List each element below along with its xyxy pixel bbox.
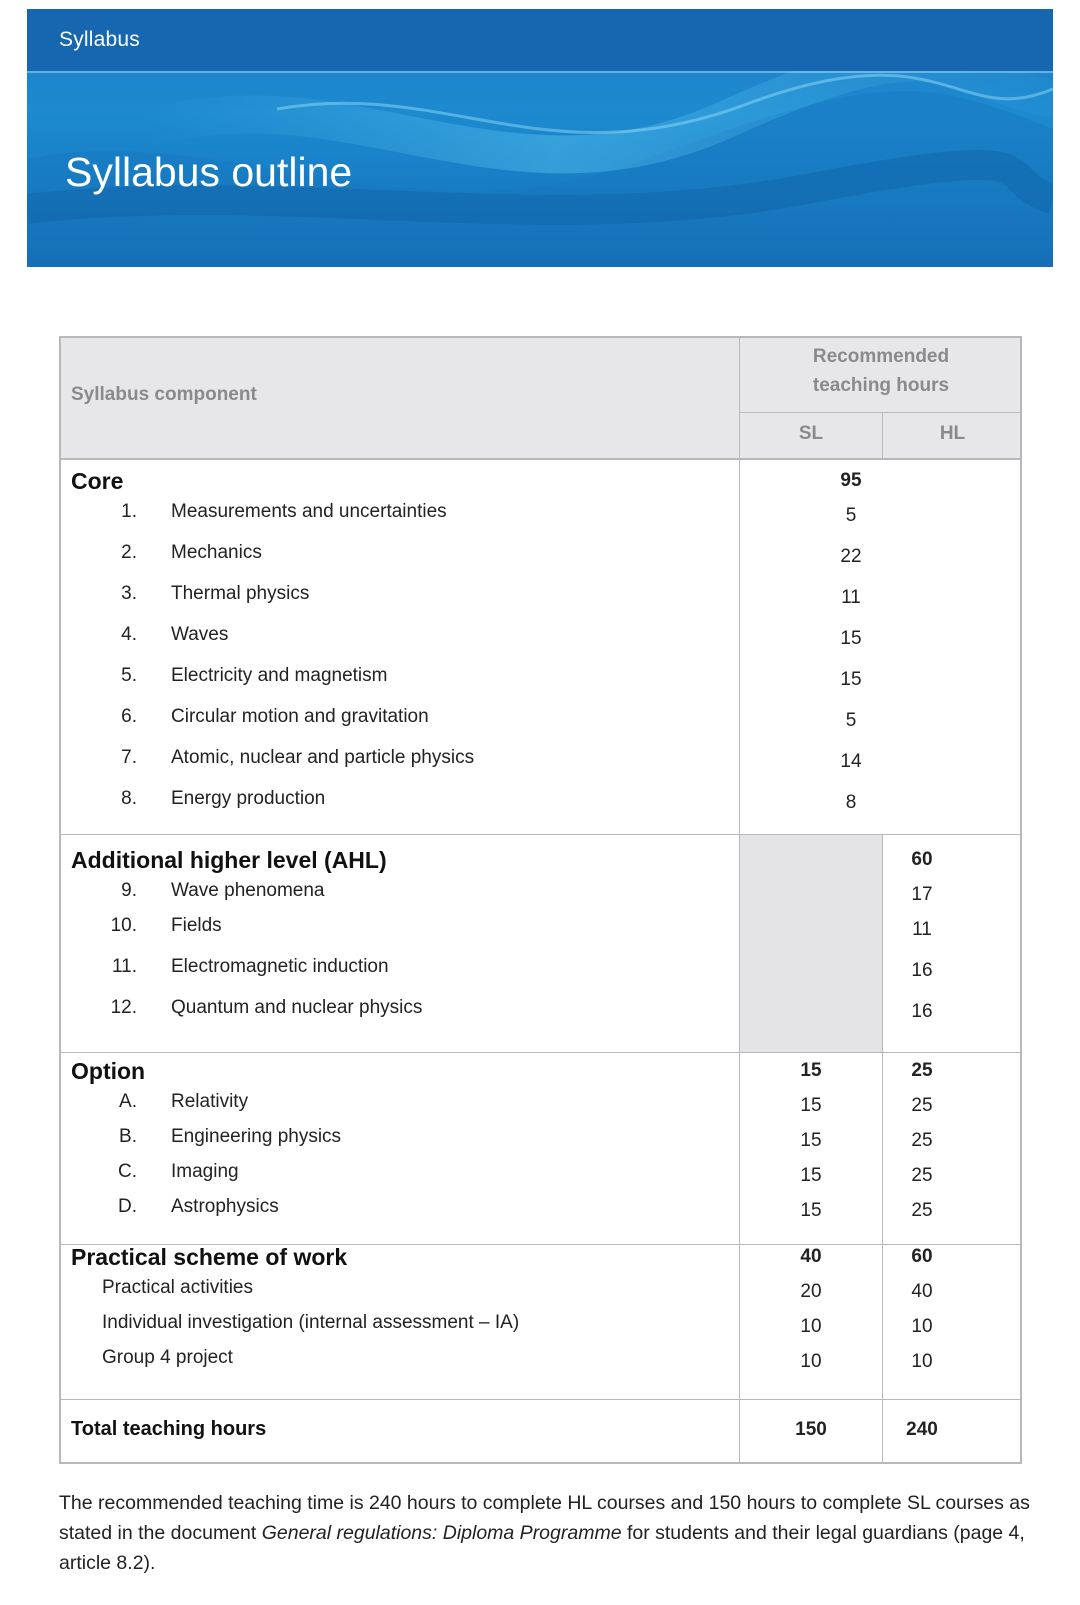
core-item-num: 2.: [121, 542, 137, 563]
core-item-num: 8.: [121, 788, 137, 809]
core-item-num: 7.: [121, 747, 137, 768]
option-item-label: Imaging: [171, 1161, 239, 1182]
option-item-hl: 25: [911, 1130, 933, 1151]
border-top: [59, 336, 1022, 338]
core-item-label: Atomic, nuclear and particle physics: [171, 747, 475, 768]
core-title: Core: [71, 468, 124, 494]
ahl-item-num: 11.: [111, 956, 137, 977]
core-item-hours: 15: [840, 628, 862, 649]
core-item-hours: 5: [845, 710, 857, 731]
practical-title: Practical scheme of work: [71, 1244, 348, 1270]
border-left: [59, 336, 61, 1464]
core-item-label: Circular motion and gravitation: [171, 706, 429, 727]
ahl-item-label: Wave phenomena: [171, 880, 325, 901]
syllabus-table: [59, 336, 1022, 1464]
border-right: [1020, 336, 1022, 1464]
option-title: Option: [71, 1058, 146, 1084]
total-sl: 150: [795, 1419, 827, 1440]
ahl-item-hl: 17: [911, 884, 933, 905]
banner-top-band: [27, 9, 1053, 71]
core-item-num: 5.: [121, 665, 137, 686]
header-recommended: Recommended: [812, 346, 950, 367]
column-separator-sl-hl: [882, 834, 883, 1464]
footnote: [59, 1488, 1039, 1578]
ahl-item-label: Quantum and nuclear physics: [171, 997, 423, 1018]
page-title: Syllabus outline: [65, 149, 353, 195]
section-label: Syllabus: [59, 28, 140, 51]
ahl-item-num: 10.: [110, 915, 137, 936]
header-banner: [27, 9, 1053, 267]
core-item-label: Energy production: [171, 788, 326, 809]
option-item-sl: 15: [800, 1165, 822, 1186]
banner-divider: [27, 71, 1053, 73]
core-item-num: 6.: [121, 706, 137, 727]
core-item-label: Electricity and magnetism: [171, 665, 388, 686]
core-item-num: 3.: [121, 583, 137, 604]
total-label: Total teaching hours: [71, 1418, 267, 1440]
core-item-hours: 14: [840, 751, 862, 772]
core-item-hours: 8: [845, 792, 857, 813]
core-item-label: Measurements and uncertainties: [171, 501, 447, 522]
core-item-hours: 22: [840, 546, 862, 567]
footnote-document-title: General regulations: Diploma Programme: [261, 1522, 622, 1544]
practical-hl-total: 60: [911, 1246, 933, 1267]
ahl-sl-empty-cell: [740, 835, 883, 1052]
practical-item-label: Individual investigation (internal assessment – IA): [102, 1312, 520, 1333]
option-item-sl: 15: [800, 1130, 822, 1151]
option-item-letter: C.: [118, 1161, 137, 1182]
ahl-separator: [59, 1052, 1022, 1053]
core-item-label: Mechanics: [171, 542, 262, 563]
header-syllabus-component: Syllabus component: [71, 384, 257, 405]
option-item-sl: 15: [800, 1200, 822, 1221]
practical-item-hl: 10: [911, 1351, 933, 1372]
header-teaching-hours: teaching hours: [812, 375, 950, 396]
practical-item-sl: 10: [800, 1351, 822, 1372]
border-bottom: [59, 1462, 1022, 1464]
total-hl: 240: [906, 1419, 938, 1440]
ahl-item-hl: 16: [911, 960, 933, 981]
option-item-label: Engineering physics: [171, 1126, 342, 1147]
option-item-label: Astrophysics: [171, 1196, 279, 1217]
option-item-label: Relativity: [171, 1091, 249, 1112]
practical-item-label: Practical activities: [102, 1277, 253, 1298]
ahl-item-label: Fields: [171, 915, 222, 936]
ahl-item-num: 12.: [110, 997, 137, 1018]
ahl-title: Additional higher level (AHL): [71, 847, 387, 873]
practical-item-sl: 10: [800, 1316, 822, 1337]
core-separator: [59, 834, 1022, 835]
core-total: 95: [840, 470, 862, 491]
core-item-label: Waves: [171, 624, 229, 645]
footnote-text-end: for students and their legal guardians (page 4, article 8.2).: [59, 1522, 1025, 1574]
option-item-letter: D.: [118, 1196, 137, 1217]
header-hl: HL: [939, 423, 966, 444]
practical-item-sl: 20: [800, 1281, 822, 1302]
option-item-hl: 25: [911, 1165, 933, 1186]
option-item-hl: 25: [911, 1200, 933, 1221]
practical-item-label: Group 4 project: [102, 1347, 233, 1368]
column-separator-component: [739, 336, 740, 1464]
core-item-hours: 15: [840, 669, 862, 690]
core-item-hours: 11: [841, 587, 861, 608]
core-item-num: 1.: [121, 501, 137, 522]
option-sl-total: 15: [800, 1060, 822, 1081]
ahl-hl-total: 60: [911, 849, 933, 870]
practical-item-hl: 10: [911, 1316, 933, 1337]
practical-sl-total: 40: [800, 1246, 822, 1267]
hours-subheader-separator: [740, 412, 1022, 413]
header-sl: SL: [798, 423, 824, 444]
core-item-hours: 5: [845, 505, 857, 526]
practical-item-hl: 40: [911, 1281, 933, 1302]
ahl-item-num: 9.: [121, 880, 137, 901]
ahl-item-hl: 11: [912, 919, 932, 940]
header-separator: [59, 458, 1022, 460]
option-hl-total: 25: [911, 1060, 933, 1081]
option-item-hl: 25: [911, 1095, 933, 1116]
option-item-letter: B.: [119, 1126, 137, 1147]
option-item-sl: 15: [800, 1095, 822, 1116]
practical-separator: [59, 1399, 1022, 1400]
core-item-num: 4.: [121, 624, 137, 645]
ahl-item-label: Electromagnetic induction: [171, 956, 389, 977]
footnote-text: The recommended teaching time is 240 hours to complete HL courses and 150 hours to complete SL courses as stated in the document: [59, 1492, 1030, 1544]
ahl-item-hl: 16: [911, 1001, 933, 1022]
option-item-letter: A.: [119, 1091, 137, 1112]
core-item-label: Thermal physics: [171, 583, 310, 604]
